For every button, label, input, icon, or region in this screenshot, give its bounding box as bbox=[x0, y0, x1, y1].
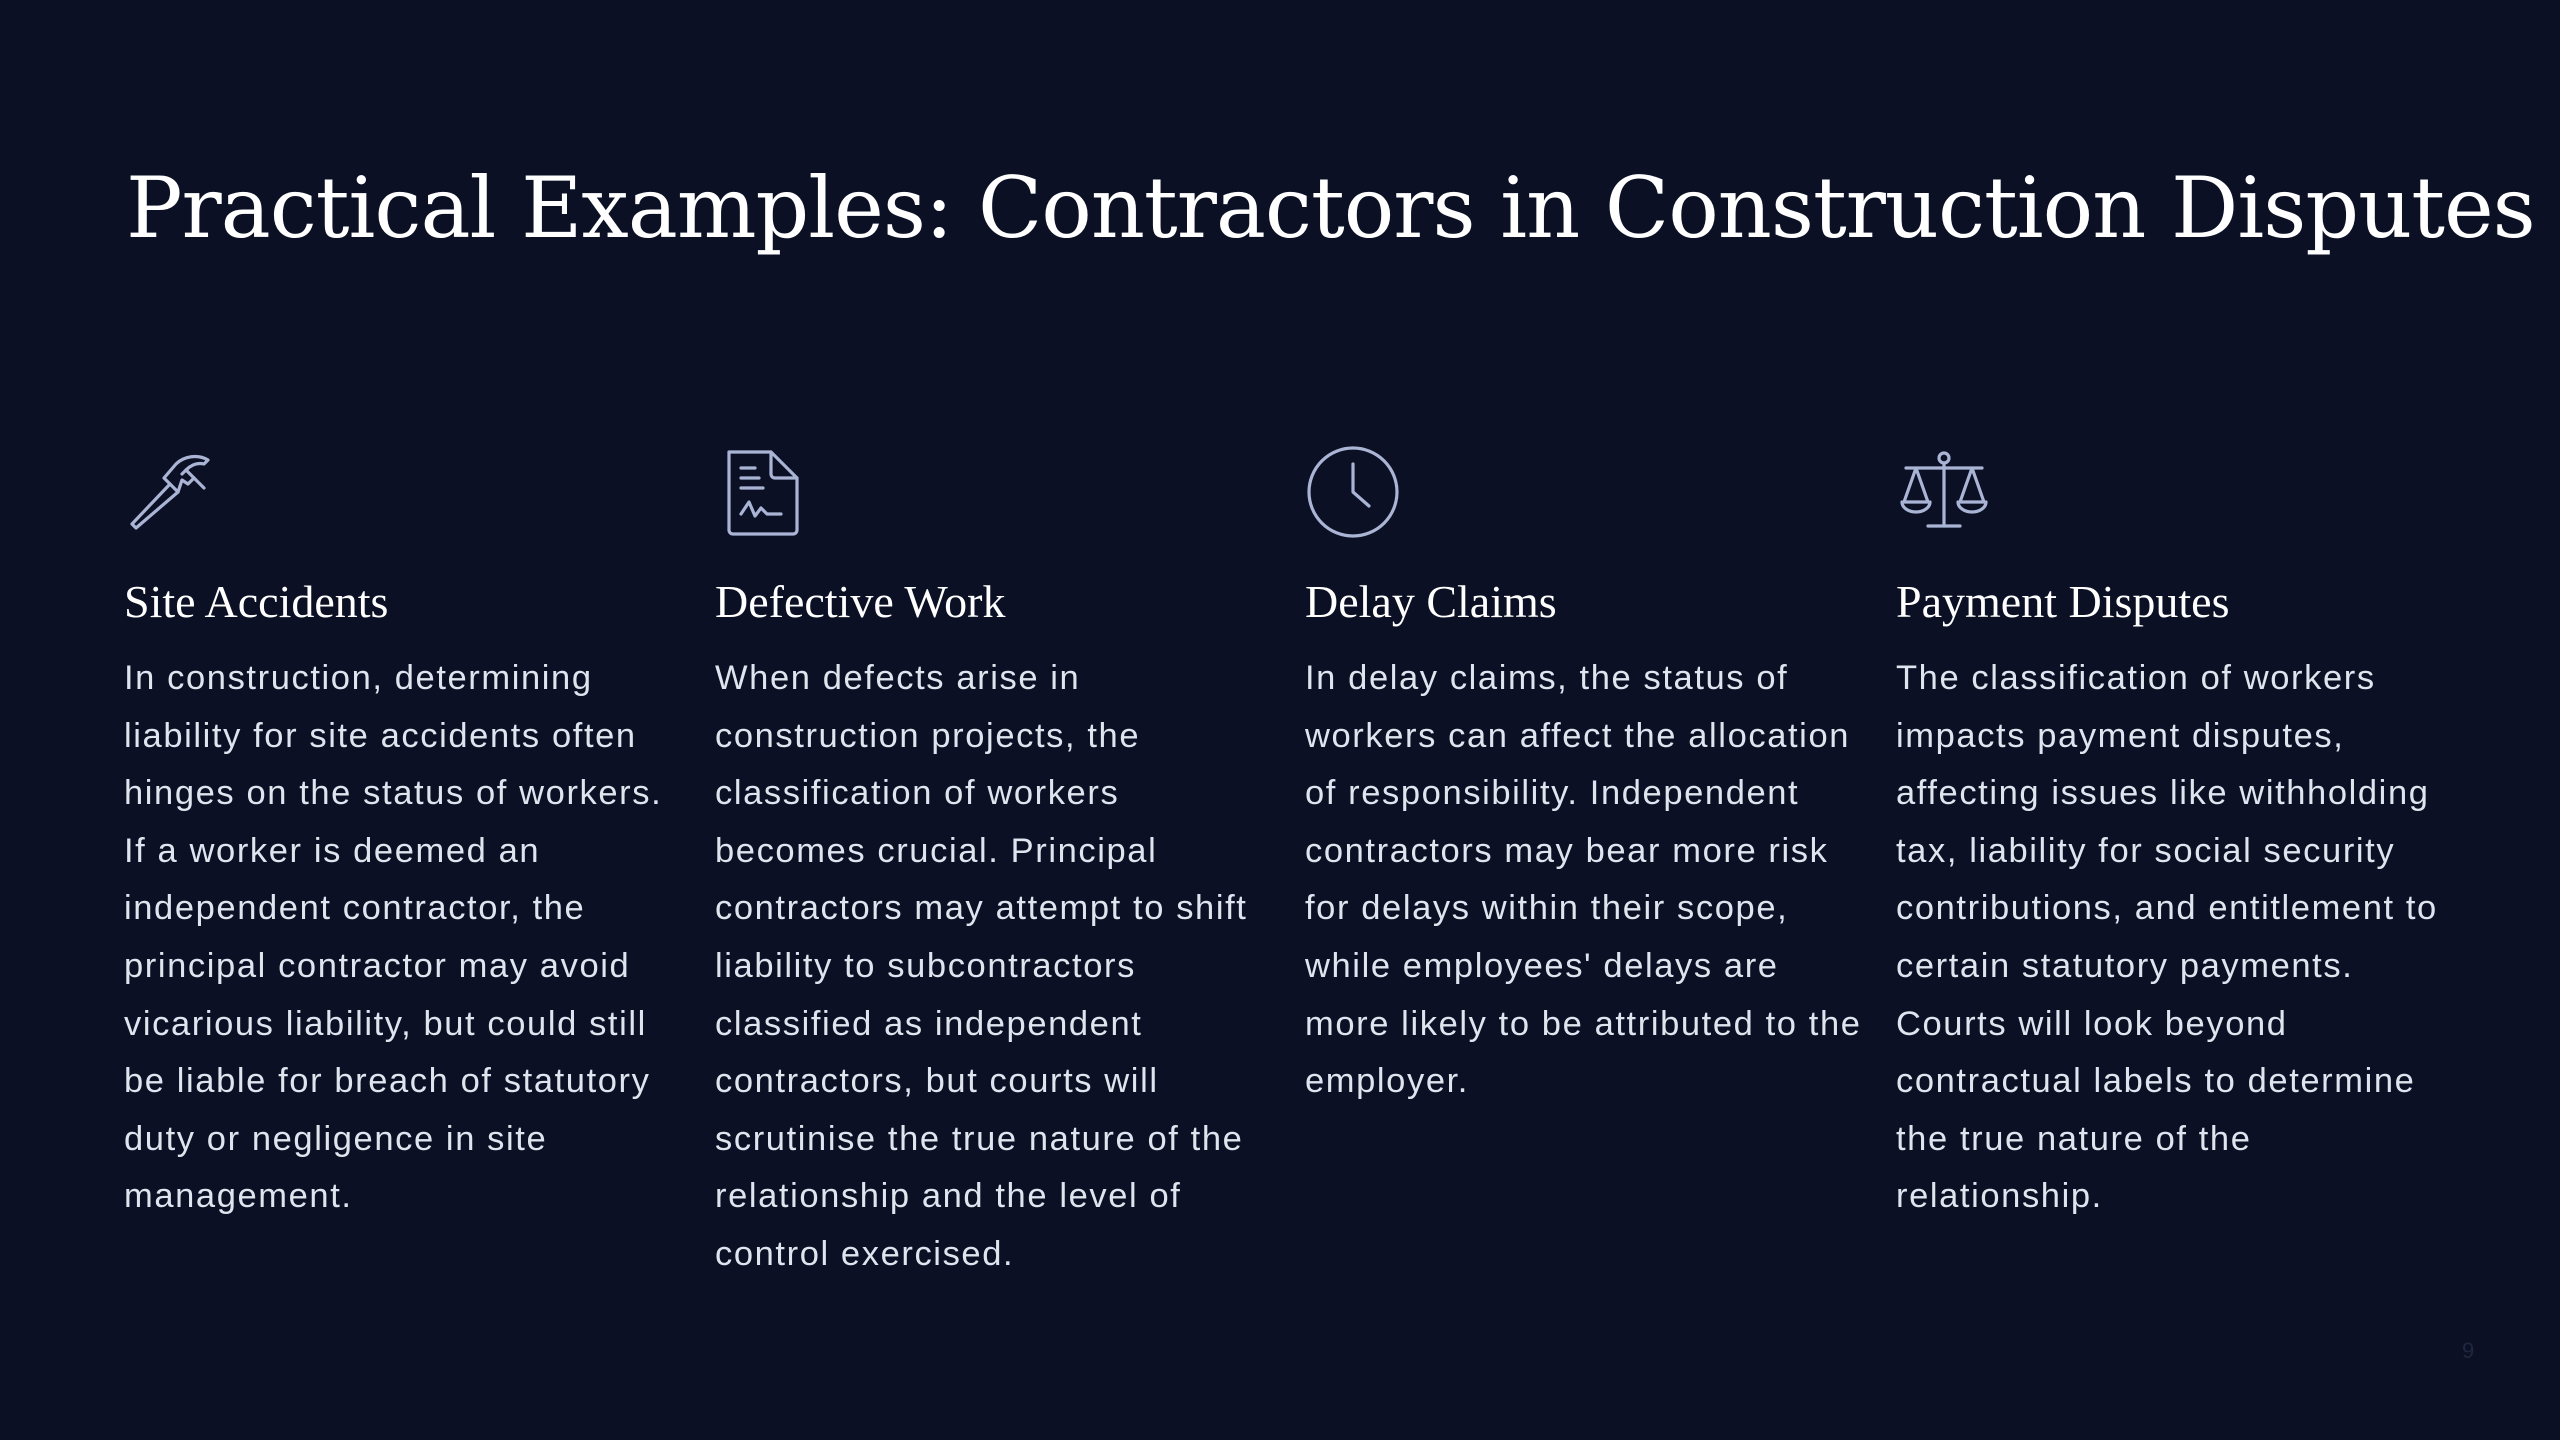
card-site-accidents bbox=[124, 444, 684, 1216]
card-payment-disputes bbox=[1896, 444, 2456, 1216]
scales-icon bbox=[1896, 444, 1992, 540]
hammer-icon bbox=[124, 444, 220, 540]
card-defective-work bbox=[715, 444, 1275, 1273]
card-body: When defects arise in construction projects, the classification of workers becomes crucial. Principal contractors may attempt to shift liability to subcontractors classified as independent contractors, but courts will scrutinise the true nature of the relationship and the level of control exercised. bbox=[715, 659, 1248, 1273]
card-title: Site Accidents bbox=[124, 576, 389, 627]
clock-icon bbox=[1305, 444, 1401, 540]
card-body: In delay claims, the status of workers can affect the allocation of responsibility. Independent contractors may bear more risk for delays within their scope, while employees' delays are more likely to be attributed to the employer. bbox=[1305, 659, 1862, 1101]
card-body: In construction, determining liability for site accidents often hinges on the status of workers. If a worker is deemed an independent contractor, the principal contractor may avoid vicarious liability, but could still be liable for breach of statutory duty or negligence in site management. bbox=[124, 659, 663, 1216]
card-title: Delay Claims bbox=[1305, 576, 1557, 627]
page-number: 9 bbox=[2462, 1338, 2475, 1363]
card-delay-claims bbox=[1305, 444, 1865, 1101]
slide-title: Practical Examples: Contractors in Construction Disputes bbox=[126, 159, 2535, 257]
card-title: Defective Work bbox=[715, 576, 1006, 627]
document-signature-icon bbox=[715, 444, 811, 540]
card-body: The classification of workers impacts payment disputes, affecting issues like withholding tax, liability for social security contributions, and entitlement to certain statutory payments. Courts will look beyond contractual labels to determine the true nature of the relationship. bbox=[1896, 659, 2438, 1216]
card-title: Payment Disputes bbox=[1896, 576, 2230, 627]
